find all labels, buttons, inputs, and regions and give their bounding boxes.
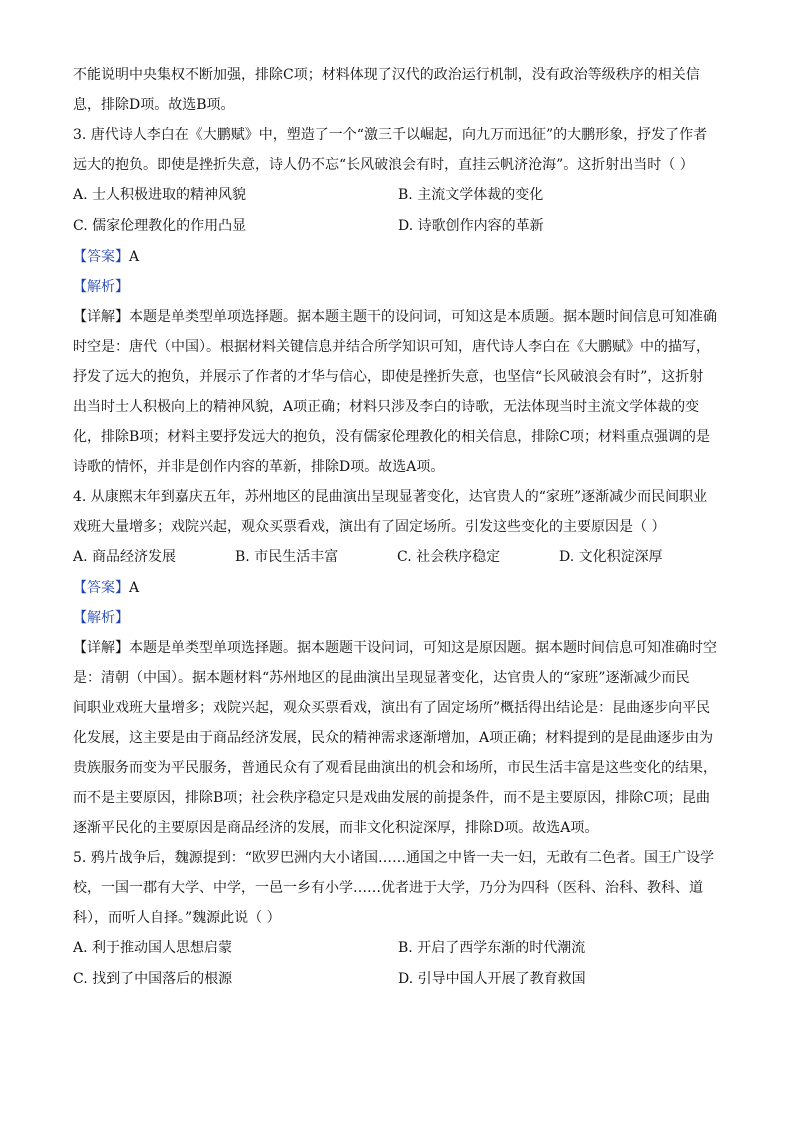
option-c: C. 社会秩序稳定 [397, 549, 501, 565]
options-list [73, 180, 723, 242]
answer-tag: 【答案】 [73, 580, 129, 596]
option-d: D. 诗歌创作内容的革新 [398, 218, 544, 234]
question-4 [73, 482, 723, 843]
text-line: 息，排除D项。故选B项。 [73, 97, 235, 113]
question-stem-line: 远大的抱负。即使是挫折失意，诗人仍不忘“长风破浪会有时，直挂云帆济沧海”。这折射出当时（ ） [73, 157, 694, 173]
question-stem-line: 5. 鸦片战争后，魏源提到：“欧罗巴洲内大小诸国……通国之中皆一夫一妇，无敢有二色者。国王广设学 [73, 850, 714, 866]
option-c: C. 儒家伦理教化的作用凸显 [73, 218, 247, 234]
detail-line: 化发展，这主要是由于商品经济发展，民众的精神需求逐渐增加，A项正确；材料提到的是昆曲逐步由为 [73, 730, 714, 746]
text-line: 不能说明中央集权不断加强，排除C项；材料体现了汉代的政治运行机制，没有政治等级秩序的相关信 [73, 67, 700, 83]
detail-line: 是：清朝（中国）。据本题材料“苏州地区的昆曲演出呈现显著变化，达官贵人的“家班”逐渐减少而民 [73, 670, 690, 686]
analysis-tag: 【解析】 [73, 610, 129, 626]
options-list [73, 933, 723, 995]
question-stem-line: 戏班大量增多；戏院兴起，观众买票看戏，演出有了固定场所。引发这些变化的主要原因是（ ） [73, 519, 666, 535]
question-stem-line: 4. 从康熙末年到嘉庆五年，苏州地区的昆曲演出呈现显著变化，达官贵人的“家班”逐渐减少而民间职业 [73, 489, 708, 505]
detail-line: 抒发了远大的抱负，并展示了作者的才华与信心，即使是挫折失意，也坚信“长风破浪会有时”，这折射 [73, 369, 704, 385]
detail-line: 出当时士人积极向上的精神风貌，A项正确；材料只涉及李白的诗歌，无法体现当时主流文学体裁的变 [73, 399, 700, 415]
option-a: A. 利于推动国人思想启蒙 [73, 940, 233, 956]
detail-line: 间职业戏班大量增多；戏院兴起，观众买票看戏，演出有了固定场所”概括得出结论是：昆曲逐步向平民 [73, 700, 711, 716]
detail-line: 【详解】本题是单类型单项选择题。据本题主题干的设问词，可知这是本质题。据本题时间信息可知准确 [73, 309, 717, 325]
detail-line: 逐渐平民化的主要原因是商品经济的发展，而非文化积淀深厚，排除D项。故选A项。 [73, 820, 599, 836]
option-b: B. 开启了西学东渐的时代潮流 [398, 940, 586, 956]
option-b: B. 主流文学体裁的变化 [398, 187, 544, 203]
question-stem-line: 校，一国一郡有大学、中学，一邑一乡有小学……优者进于大学，乃分为四科（医科、治科、教科、道 [73, 880, 703, 896]
detail-line: 时空是：唐代（中国）。根据材料关键信息并结合所学知识可知，唐代诗人李白在《大鹏赋》中的描写， [73, 339, 710, 355]
options-list [73, 542, 723, 573]
option-c: C. 找到了中国落后的根源 [73, 971, 233, 987]
detail-line: 贵族服务而变为平民服务，普通民众有了观看昆曲演出的机会和场所，市民生活丰富是这些变化的结果， [73, 760, 717, 776]
option-d: D. 引导中国人开展了教育救国 [398, 971, 586, 987]
option-b: B. 市民生活丰富 [235, 549, 339, 565]
option-a: A. 商品经济发展 [73, 549, 177, 565]
question-3 [73, 120, 723, 482]
document-page [73, 60, 723, 995]
detail-line: 【详解】本题是单类型单项选择题。据本题题干设问词，可知这是原因题。据本题时间信息可知准确时空 [73, 640, 717, 656]
question-stem-line: 科），而听人自择。”魏源此说（ ） [73, 910, 281, 926]
detail-line: 而不是主要原因，排除B项；社会秩序稳定只是戏曲发展的前提条件，而不是主要原因，排除C项；昆曲 [73, 790, 710, 806]
option-a: A. 士人积极进取的精神风貌 [73, 187, 247, 203]
answer-value: A [129, 580, 140, 596]
option-d: D. 文化积淀深厚 [559, 549, 663, 565]
answer-tag: 【答案】 [73, 249, 129, 265]
analysis-tag: 【解析】 [73, 279, 129, 295]
detail-line: 诗歌的情怀，并非是创作内容的革新，排除D项。故选A项。 [73, 459, 445, 475]
question-stem-line: 3. 唐代诗人李白在《大鹏赋》中，塑造了一个“激三千以崛起，向九万而迅征”的大鹏形象，抒发了作者 [73, 127, 708, 143]
answer-line [73, 242, 723, 272]
detail-line: 化，排除B项；材料主要抒发远大的抱负，没有儒家伦理教化的相关信息，排除C项；材料重点强调的是 [73, 429, 710, 445]
answer-line [73, 573, 723, 603]
answer-value: A [129, 249, 140, 265]
question-5 [73, 843, 723, 995]
